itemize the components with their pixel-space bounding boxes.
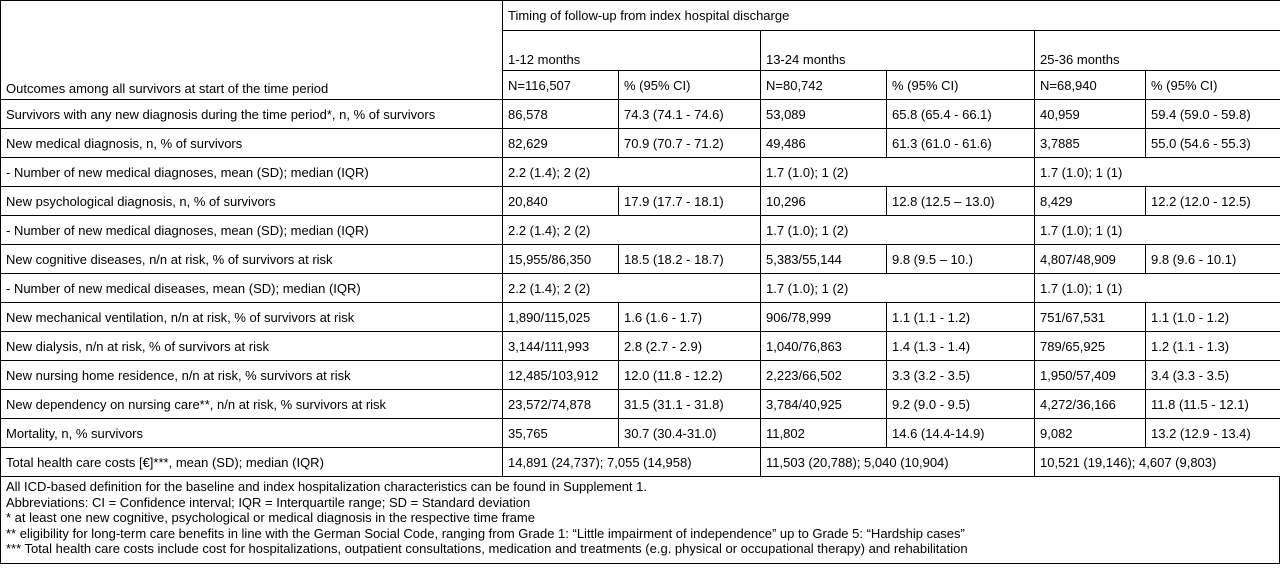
merged-cell: 10,521 (19,146); 4,607 (9,803) (1035, 448, 1280, 477)
ci-cell: 1.2 (1.1 - 1.3) (1146, 332, 1280, 361)
ci-cell: 30.7 (30.4-31.0) (619, 419, 761, 448)
n-cell: 906/78,999 (761, 303, 887, 332)
table-row (1, 129, 1280, 158)
ci-cell: 13.2 (12.9 - 13.4) (1146, 419, 1280, 448)
ci-cell: 70.9 (70.7 - 71.2) (619, 129, 761, 158)
merged-cell: 1.7 (1.0); 1 (1) (1035, 216, 1280, 245)
ci-cell: 12.2 (12.0 - 12.5) (1146, 187, 1280, 216)
merged-cell: 1.7 (1.0); 1 (2) (761, 274, 1035, 303)
ci-cell: 74.3 (74.1 - 74.6) (619, 100, 761, 129)
n-cell: 86,578 (503, 100, 619, 129)
ci-cell: 9.8 (9.6 - 10.1) (1146, 245, 1280, 274)
ci-header: % (95% CI) (887, 71, 1035, 100)
ci-cell: 9.2 (9.0 - 9.5) (887, 390, 1035, 419)
table-row (1, 448, 1280, 477)
period-header: 1-12 months (503, 31, 761, 71)
ci-cell: 61.3 (61.0 - 61.6) (887, 129, 1035, 158)
n-cell: 20,840 (503, 187, 619, 216)
n-cell: 23,572/74,878 (503, 390, 619, 419)
row-label: New dependency on nursing care**, n/n at risk, % survivors at risk (1, 390, 503, 419)
ci-cell: 55.0 (54.6 - 55.3) (1146, 129, 1280, 158)
ci-cell: 12.8 (12.5 – 13.0) (887, 187, 1035, 216)
footnote: ** eligibility for long-term care benefits in line with the German Social Code, ranging from Grade 1: “Little impairment of independence” up to Grade 5: “Hardship cases” (6, 525, 965, 541)
merged-cell: 2.2 (1.4); 2 (2) (503, 274, 761, 303)
merged-cell: 1.7 (1.0); 1 (2) (761, 216, 1035, 245)
timing-header: Timing of follow-up from index hospital discharge (503, 1, 1280, 31)
n-cell: 40,959 (1035, 100, 1146, 129)
ci-cell: 3.3 (3.2 - 3.5) (887, 361, 1035, 390)
n-cell: 8,429 (1035, 187, 1146, 216)
period-header: 25-36 months (1035, 31, 1280, 71)
n-cell: 3,7885 (1035, 129, 1146, 158)
n-header: N=80,742 (761, 71, 887, 100)
n-cell: 82,629 (503, 129, 619, 158)
table-row (1, 216, 1280, 245)
merged-cell: 1.7 (1.0); 1 (2) (761, 158, 1035, 187)
table-row (1, 303, 1280, 332)
n-cell: 53,089 (761, 100, 887, 129)
ci-header: % (95% CI) (1146, 71, 1280, 100)
n-cell: 5,383/55,144 (761, 245, 887, 274)
row-label: New mechanical ventilation, n/n at risk, % of survivors at risk (1, 303, 503, 332)
merged-cell: 1.7 (1.0); 1 (1) (1035, 274, 1280, 303)
n-cell: 49,486 (761, 129, 887, 158)
row-label: New nursing home residence, n/n at risk, % survivors at risk (1, 361, 503, 390)
row-label: Total health care costs [€]***, mean (SD); median (IQR) (1, 448, 503, 477)
table-row (1, 419, 1280, 448)
merged-cell: 11,503 (20,788); 5,040 (10,904) (761, 448, 1035, 477)
row-label: - Number of new medical diagnoses, mean (SD); median (IQR) (1, 158, 503, 187)
row-label: New medical diagnosis, n, % of survivors (1, 129, 503, 158)
n-cell: 3,144/111,993 (503, 332, 619, 361)
merged-cell: 2.2 (1.4); 2 (2) (503, 158, 761, 187)
n-cell: 789/65,925 (1035, 332, 1146, 361)
ci-cell: 11.8 (11.5 - 12.1) (1146, 390, 1280, 419)
n-cell: 751/67,531 (1035, 303, 1146, 332)
n-header: N=68,940 (1035, 71, 1146, 100)
footnote: * at least one new cognitive, psychological or medical diagnosis in the respective time frame (6, 510, 535, 525)
table-row (1, 361, 1280, 390)
n-cell: 11,802 (761, 419, 887, 448)
ci-cell: 1.6 (1.6 - 1.7) (619, 303, 761, 332)
table-row (1, 390, 1280, 419)
ci-header: % (95% CI) (619, 71, 761, 100)
n-header: N=116,507 (503, 71, 619, 100)
row-label: Survivors with any new diagnosis during the time period*, n, % of survivors (1, 100, 503, 129)
ci-cell: 14.6 (14.4-14.9) (887, 419, 1035, 448)
ci-cell: 18.5 (18.2 - 18.7) (619, 245, 761, 274)
n-cell: 9,082 (1035, 419, 1146, 448)
n-cell: 10,296 (761, 187, 887, 216)
footnote: Abbreviations: CI = Confidence interval; IQR = Interquartile range; SD = Standard deviation (6, 494, 531, 510)
footnote: All ICD-based definition for the baseline and index hospitalization characteristics can be found in Supplement 1. (6, 479, 647, 494)
outcomes-header: Outcomes among all survivors at start of the time period (1, 1, 503, 100)
merged-cell: 2.2 (1.4); 2 (2) (503, 216, 761, 245)
n-cell: 12,485/103,912 (503, 361, 619, 390)
footnote: *** Total health care costs include cost for hospitalizations, outpatient consultations, medication and treatments (e.g. physical or occupational therapy) and rehabilitation (6, 541, 968, 556)
ci-cell: 12.0 (11.8 - 12.2) (619, 361, 761, 390)
row-label: New cognitive diseases, n/n at risk, % of survivors at risk (1, 245, 503, 274)
ci-cell: 9.8 (9.5 – 10.) (887, 245, 1035, 274)
n-cell: 1,890/115,025 (503, 303, 619, 332)
n-cell: 4,807/48,909 (1035, 245, 1146, 274)
row-label: - Number of new medical diseases, mean (SD); median (IQR) (1, 274, 503, 303)
row-label: New psychological diagnosis, n, % of survivors (1, 187, 503, 216)
table-row (1, 274, 1280, 303)
ci-cell: 1.1 (1.0 - 1.2) (1146, 303, 1280, 332)
ci-cell: 3.4 (3.3 - 3.5) (1146, 361, 1280, 390)
ci-cell: 59.4 (59.0 - 59.8) (1146, 100, 1280, 129)
n-cell: 2,223/66,502 (761, 361, 887, 390)
ci-cell: 1.1 (1.1 - 1.2) (887, 303, 1035, 332)
n-cell: 1,950/57,409 (1035, 361, 1146, 390)
row-label: Mortality, n, % survivors (1, 419, 503, 448)
merged-cell: 1.7 (1.0); 1 (1) (1035, 158, 1280, 187)
ci-cell: 65.8 (65.4 - 66.1) (887, 100, 1035, 129)
table-row (1, 245, 1280, 274)
n-cell: 35,765 (503, 419, 619, 448)
n-cell: 3,784/40,925 (761, 390, 887, 419)
ci-cell: 31.5 (31.1 - 31.8) (619, 390, 761, 419)
n-cell: 1,040/76,863 (761, 332, 887, 361)
ci-cell: 17.9 (17.7 - 18.1) (619, 187, 761, 216)
ci-cell: 1.4 (1.3 - 1.4) (887, 332, 1035, 361)
n-cell: 4,272/36,166 (1035, 390, 1146, 419)
row-label: New dialysis, n/n at risk, % of survivors at risk (1, 332, 503, 361)
n-cell: 15,955/86,350 (503, 245, 619, 274)
table-row (1, 187, 1280, 216)
row-label: - Number of new medical diagnoses, mean (SD); median (IQR) (1, 216, 503, 245)
ci-cell: 2.8 (2.7 - 2.9) (619, 332, 761, 361)
table-row (1, 158, 1280, 187)
table-row (1, 332, 1280, 361)
table-row (1, 100, 1280, 129)
merged-cell: 14,891 (24,737); 7,055 (14,958) (503, 448, 761, 477)
period-header: 13-24 months (761, 31, 1035, 71)
footnotes (0, 477, 1280, 564)
